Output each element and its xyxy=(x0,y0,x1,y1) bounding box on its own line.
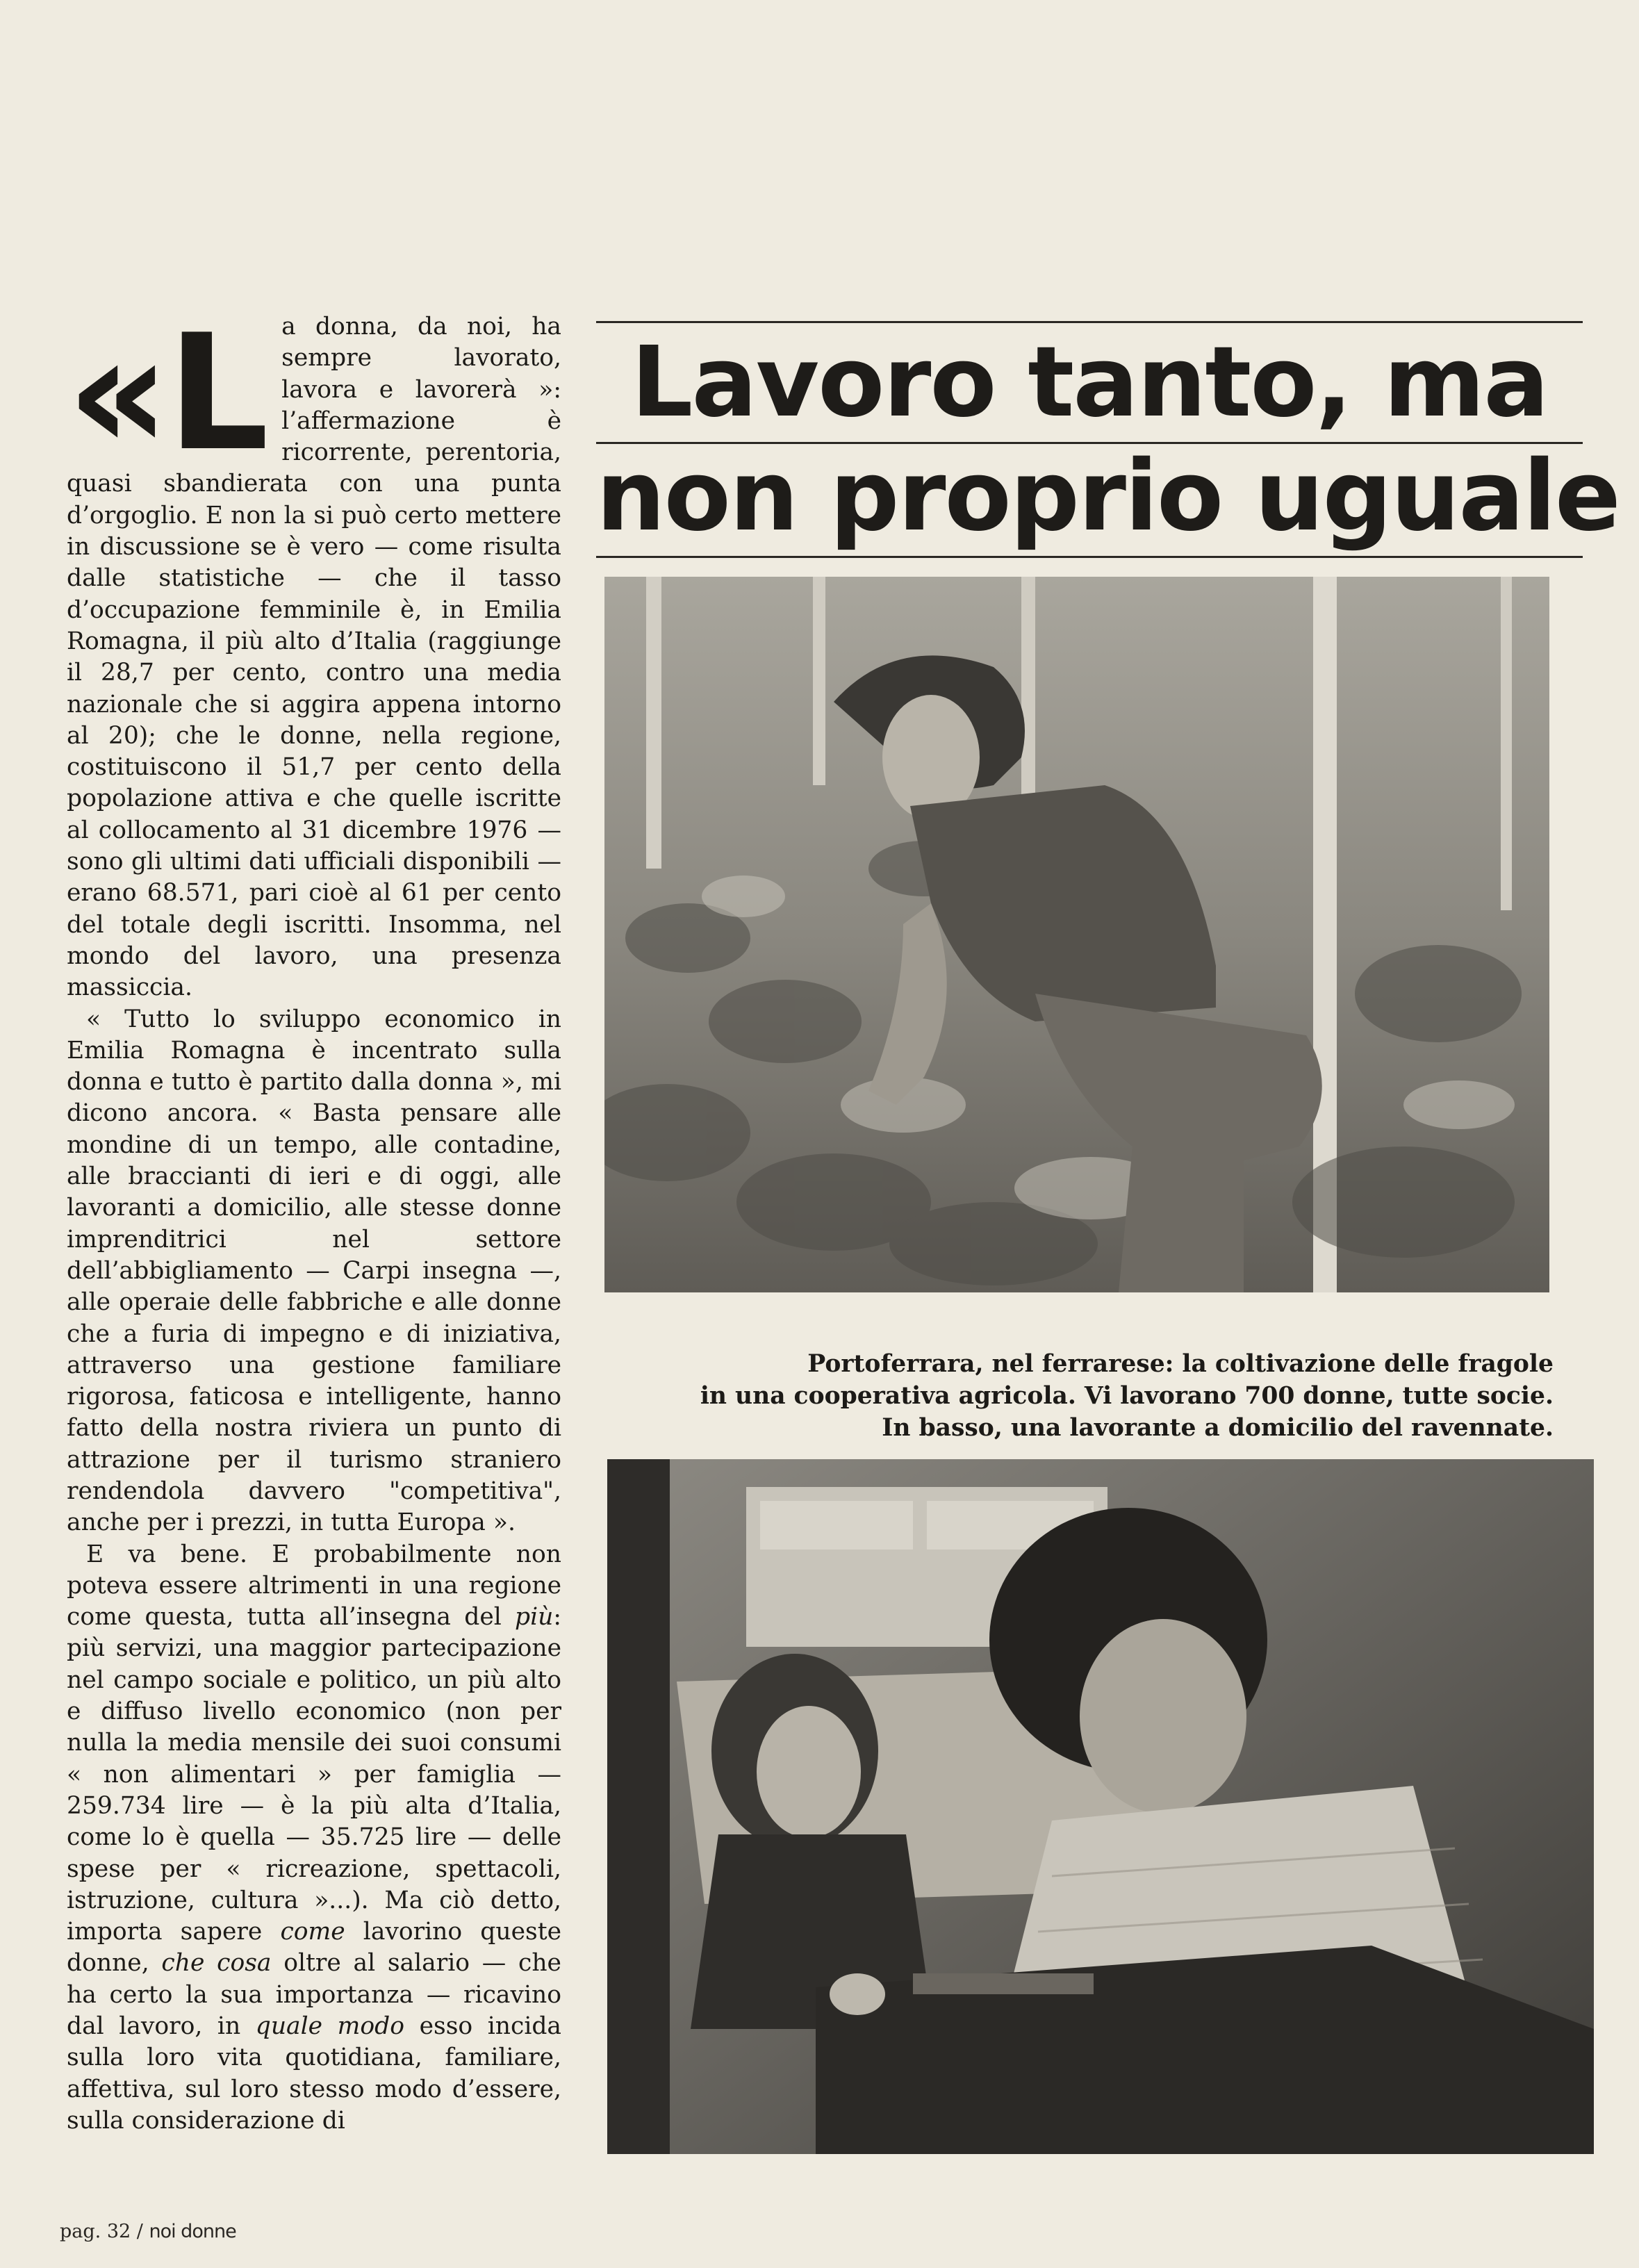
photo-home-worker xyxy=(607,1459,1594,2154)
article-paragraph-1: «L a donna, da noi, ha sempre lavorato, lavora e lavorerà »: l’affermazione è ricorrente, perentoria, quasi sbandierata con una punta d’orgoglio. E non la si può certo mettere in discussione se è vero — come risulta dalle statistiche — che il tasso d’occupazione femminile è, in Emilia Romagna, il più alto d’Italia (raggiunge il 28,7 per cento, contro una media nazionale che si aggira appena intorno al 20); che le donne, nella regione, costituiscono il 51,7 per cento della popolazione attiva e che quelle iscritte al collocamento al 31 dicembre 1976 — sono gli ultimi dati ufficiali disponibili — erano 68.571, pari cioè al 61 per cento del totale degli iscritti. Insomma, nel mondo del lavoro, una presenza massiccia. xyxy=(67,301,561,1002)
photo-strawberry-field xyxy=(604,577,1549,1292)
magazine-name: noi donne xyxy=(149,2221,236,2242)
photo-caption xyxy=(618,1348,1554,1444)
photo-strawberry-field-image xyxy=(604,577,1549,1292)
drop-cap: «L xyxy=(67,301,267,486)
article-body xyxy=(67,301,562,2137)
headline-line-1: Lavoro tanto, ma xyxy=(631,326,1548,439)
headline-rule-bottom xyxy=(596,556,1583,558)
headline-line-2: non proprio uguale xyxy=(596,440,1620,553)
headline-rule-top xyxy=(596,321,1583,323)
article-paragraph-3: E va bene. E probabilmente non poteva essere altrimenti in una regione come questa, tutta all’insegna del più: più servizi, una maggior partecipazione nel campo sociale e politico, un più alto e diffuso livello economico (non per nulla la media mensile dei suoi consumi « non alimentari » per famiglia — 259.734 lire — è la più alta d’Italia, come lo è quella — 35.725 lire — delle spese per « ricreazione, spettacoli, istruzione, cultura »...). Ma ciò detto, importa sapere come lavorino queste donne, che cosa oltre al salario — che ha certo la sua importanza — ricavino dal lavoro, in quale modo esso incida sulla loro vita quotidiana, familiare, affettiva, sul loro stesso modo d’essere, sulla considerazione di xyxy=(67,1540,562,2135)
page-number: pag. 32 / xyxy=(60,2221,143,2242)
caption-line-2: in una cooperativa agricola. Vi lavorano 700 donne, tutte socie. xyxy=(700,1382,1554,1410)
article-paragraph-2: « Tutto lo sviluppo economico in Emilia Romagna è incentrato sulla donna e tutto è partito dalla donna », mi dicono ancora. « Basta pensare alle mondine di un tempo, alle contadine, alle braccianti di ieri e di oggi, alle lavoranti a domicilio, alle stesse donne imprenditrici nel settore dell’abbigliamento — Carpi insegna —, alle operaie delle fabbriche e alle donne che a furia di impegno e di iniziativa, attraverso una gestione familiare rigorosa, faticosa e intelligente, hanno fatto della nostra riviera un punto di attrazione per il turismo straniero rendendola davvero "competitiva", anche per i prezzi, in tutta Europa ». xyxy=(67,1005,561,1537)
photo-home-worker-image xyxy=(607,1459,1594,2154)
caption-line-1: Portoferrara, nel ferrarese: la coltivazione delle fragole xyxy=(807,1350,1554,1378)
page-footer xyxy=(60,2221,236,2242)
caption-line-3: In basso, una lavorante a domicilio del ravennate. xyxy=(882,1414,1554,1442)
